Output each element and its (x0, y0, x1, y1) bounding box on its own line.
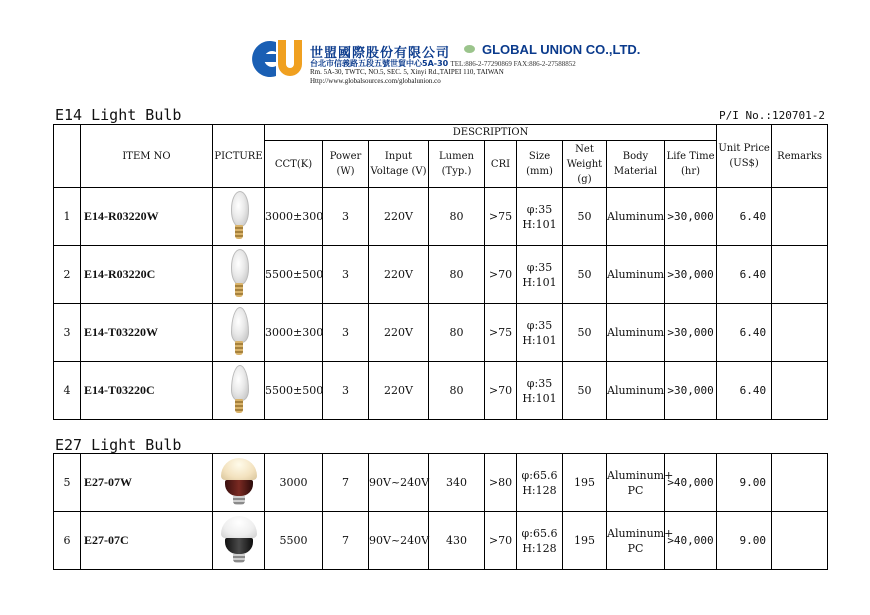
company-name-english: GLOBAL UNION CO.,LTD. (482, 42, 641, 57)
weight-value: 50 (563, 304, 607, 362)
cct-value: 5500±500 (265, 246, 323, 304)
section-title-e14: E14 Light Bulb (55, 106, 182, 124)
life-value: >30,000 (665, 246, 717, 304)
row-number: 6 (54, 512, 81, 570)
item-no: E14-R03220W (81, 188, 213, 246)
e14-product-table (53, 124, 828, 420)
product-row (54, 304, 828, 362)
product-picture (213, 304, 265, 362)
lumen-value: 80 (429, 188, 485, 246)
cct-value: 5500 (265, 512, 323, 570)
header-remarks: Remarks (772, 125, 828, 188)
lumen-value: 80 (429, 304, 485, 362)
cri-value: >75 (485, 188, 517, 246)
size-height: H:101 (522, 275, 557, 289)
address-chinese: 台北市信義路五段五號世貿中心5A-30 (310, 59, 449, 68)
pi-number: P/I No.:120701-2 (719, 109, 825, 122)
material-value: Aluminum (607, 246, 665, 304)
lumen-value: 340 (429, 454, 485, 512)
product-picture (213, 362, 265, 420)
lumen-value: 80 (429, 246, 485, 304)
material-value: Aluminum (607, 304, 665, 362)
unit-price-value: 9.00 (717, 454, 772, 512)
material-value: Aluminum+ PC (607, 454, 665, 512)
size-height: H:101 (522, 391, 557, 405)
material-value: Aluminum (607, 188, 665, 246)
row-number: 2 (54, 246, 81, 304)
section-title-e27: E27 Light Bulb (55, 436, 182, 454)
company-header (250, 34, 650, 94)
remarks-value (772, 512, 828, 570)
size-value (517, 246, 563, 304)
size-value (517, 362, 563, 420)
clear-globe-bulb-icon (229, 189, 249, 241)
size-value (517, 454, 563, 512)
row-number: 1 (54, 188, 81, 246)
size-diameter: φ:35 (526, 202, 553, 216)
warm-led-bulb-icon (217, 456, 261, 506)
material-value: Aluminum+ PC (607, 512, 665, 570)
website-link[interactable]: Http://www.globalsources.com/globalunion.co (310, 77, 441, 85)
lumen-value: 430 (429, 512, 485, 570)
voltage-value: 90V~240V (369, 454, 429, 512)
row-number: 5 (54, 454, 81, 512)
e27-product-table (53, 453, 828, 570)
weight-value: 50 (563, 362, 607, 420)
item-no: E14-R03220C (81, 246, 213, 304)
product-row (54, 512, 828, 570)
unit-price-value: 9.00 (717, 512, 772, 570)
product-row (54, 454, 828, 512)
cri-value: >70 (485, 512, 517, 570)
size-diameter: φ:35 (526, 376, 553, 390)
header-cct: CCT(K) (265, 141, 323, 188)
cri-value: >70 (485, 362, 517, 420)
tel-fax: TEL:886-2-77290869 FAX:886-2-27588852 (450, 60, 576, 68)
product-picture (213, 246, 265, 304)
item-no: E27-07W (81, 454, 213, 512)
product-row (54, 246, 828, 304)
globe-icon (464, 45, 475, 53)
life-value: >30,000 (665, 188, 717, 246)
weight-value: 195 (563, 512, 607, 570)
header-index (54, 125, 81, 188)
header-cri: CRI (485, 141, 517, 188)
size-diameter: φ:35 (526, 318, 553, 332)
cri-value: >75 (485, 304, 517, 362)
header-body-material: Body Material (607, 141, 665, 188)
size-diameter: φ:35 (526, 260, 553, 274)
voltage-value: 220V (369, 362, 429, 420)
cct-value: 5500±500 (265, 362, 323, 420)
clear-globe-bulb-icon (229, 247, 249, 299)
power-value: 3 (323, 188, 369, 246)
gu-logo-icon (250, 36, 302, 80)
candle-bulb-icon (229, 305, 249, 357)
weight-value: 195 (563, 454, 607, 512)
size-diameter: φ:65.6 (521, 526, 558, 540)
power-value: 3 (323, 304, 369, 362)
row-number: 3 (54, 304, 81, 362)
address-english: Rm. 5A-30, TWTC, NO.5, SEC. 5, Xinyi Rd.,TAIPEI 110, TAIWAN (310, 68, 504, 76)
lumen-value: 80 (429, 362, 485, 420)
header-unit-price: Unit Price (US$) (717, 125, 772, 188)
power-value: 7 (323, 454, 369, 512)
power-value: 7 (323, 512, 369, 570)
weight-value: 50 (563, 246, 607, 304)
company-name-chinese: 世盟國際股份有限公司 (310, 46, 451, 61)
voltage-value: 220V (369, 188, 429, 246)
cool-led-bulb-icon (217, 514, 261, 564)
life-value: >30,000 (665, 304, 717, 362)
row-number: 4 (54, 362, 81, 420)
life-value: >40,000 (665, 512, 717, 570)
cct-value: 3000±300 (265, 188, 323, 246)
cct-value: 3000 (265, 454, 323, 512)
size-height: H:128 (522, 483, 557, 497)
header-picture: PICTURE (213, 125, 265, 188)
unit-price-value: 6.40 (717, 188, 772, 246)
header-net-weight: Net Weight (g) (563, 141, 607, 188)
product-row (54, 362, 828, 420)
size-value (517, 512, 563, 570)
size-value (517, 304, 563, 362)
remarks-value (772, 362, 828, 420)
unit-price-value: 6.40 (717, 362, 772, 420)
size-diameter: φ:65.6 (521, 468, 558, 482)
product-picture (213, 188, 265, 246)
remarks-value (772, 246, 828, 304)
cct-value: 3000±300 (265, 304, 323, 362)
remarks-value (772, 454, 828, 512)
voltage-value: 90V~240V (369, 512, 429, 570)
remarks-value (772, 304, 828, 362)
item-no: E27-07C (81, 512, 213, 570)
cri-value: >70 (485, 246, 517, 304)
remarks-value (772, 188, 828, 246)
product-row (54, 188, 828, 246)
header-lumen: Lumen (Typ.) (429, 141, 485, 188)
life-value: >40,000 (665, 454, 717, 512)
header-input-voltage: Input Voltage (V) (369, 141, 429, 188)
item-no: E14-T03220W (81, 304, 213, 362)
unit-price-value: 6.40 (717, 246, 772, 304)
product-picture (213, 454, 265, 512)
weight-value: 50 (563, 188, 607, 246)
product-picture (213, 512, 265, 570)
size-height: H:101 (522, 333, 557, 347)
unit-price-value: 6.40 (717, 304, 772, 362)
life-value: >30,000 (665, 362, 717, 420)
header-size: Size (mm) (517, 141, 563, 188)
header-life-time: Life Time (hr) (665, 141, 717, 188)
voltage-value: 220V (369, 246, 429, 304)
size-height: H:128 (522, 541, 557, 555)
header-item-no: ITEM NO (81, 125, 213, 188)
header-description: DESCRIPTION (265, 125, 717, 141)
candle-bulb-icon (229, 363, 249, 415)
item-no: E14-T03220C (81, 362, 213, 420)
power-value: 3 (323, 362, 369, 420)
size-value (517, 188, 563, 246)
material-value: Aluminum (607, 362, 665, 420)
power-value: 3 (323, 246, 369, 304)
cri-value: >80 (485, 454, 517, 512)
header-power: Power (W) (323, 141, 369, 188)
voltage-value: 220V (369, 304, 429, 362)
size-height: H:101 (522, 217, 557, 231)
